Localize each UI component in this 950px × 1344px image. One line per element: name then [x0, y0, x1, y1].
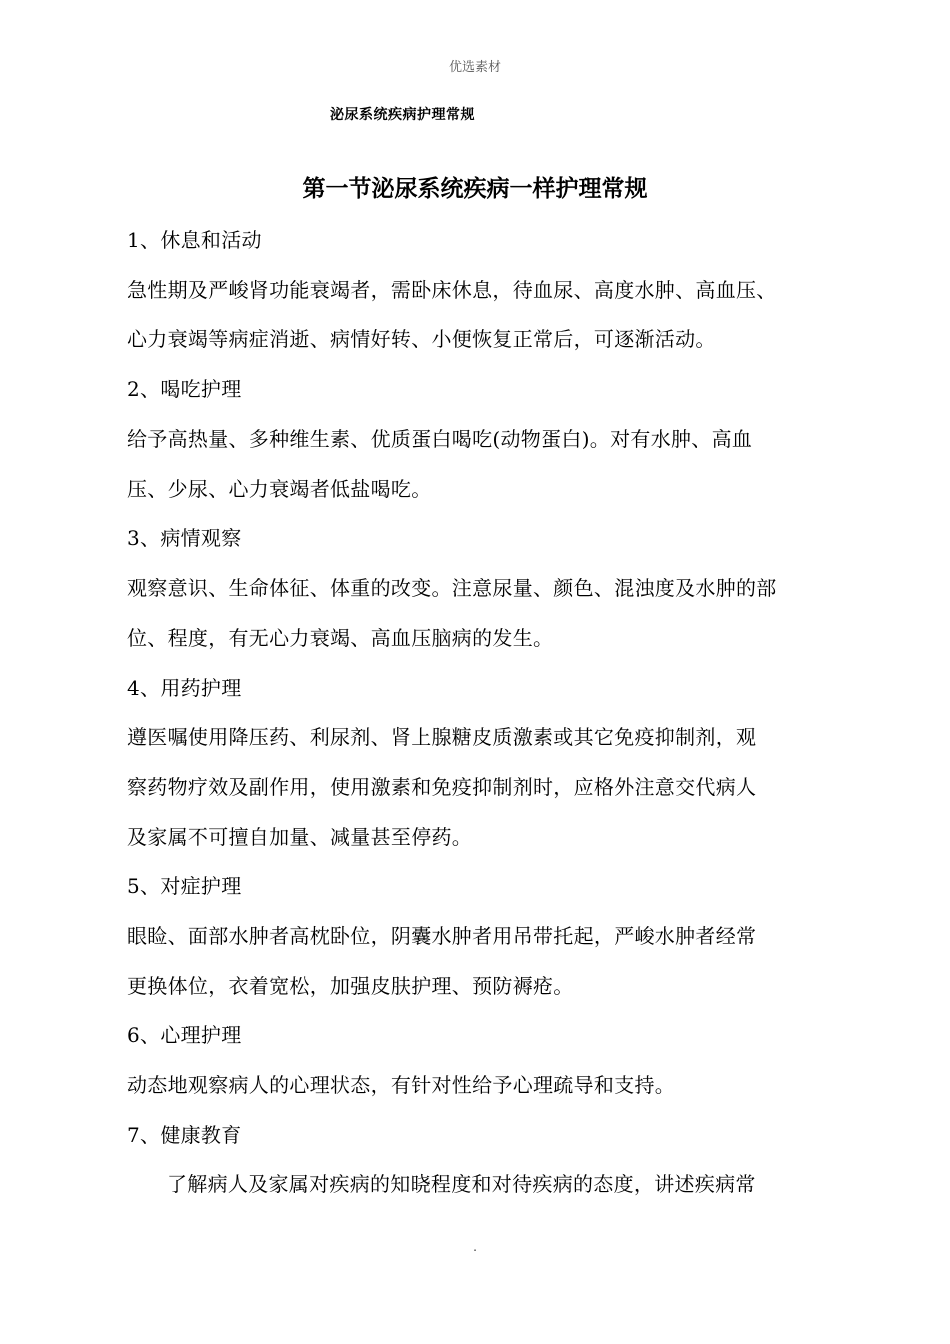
paragraph-line: 及家属不可擅自加量、减量甚至停药。 [127, 825, 473, 849]
heading-health-education: 7、健康教育 [127, 1123, 242, 1147]
document-title: 泌尿系统疾病护理常规 [330, 107, 475, 123]
paragraph-line: 给予高热量、多种维生素、优质蛋白喝吃(动物蛋白)。对有水肿、高血 [127, 427, 753, 451]
heading-observation: 3、病情观察 [127, 526, 242, 550]
paragraph-line: 遵医嘱使用降压药、利尿剂、肾上腺糖皮质激素或其它免疫抑制剂，观 [127, 725, 757, 749]
heading-symptomatic-care: 5、对症护理 [127, 874, 242, 898]
paragraph-line: 动态地观察病人的心理状态，有针对性给予心理疏导和支持。 [127, 1073, 676, 1097]
heading-rest-activity: 1、休息和活动 [127, 228, 262, 252]
paragraph-line: 心力衰竭等病症消逝、病情好转、小便恢复正常后，可逐渐活动。 [127, 327, 716, 351]
paragraph-line: 压、少尿、心力衰竭者低盐喝吃。 [127, 477, 432, 501]
paragraph-line: 急性期及严峻肾功能衰竭者，需卧床休息，待血尿、高度水肿、高血压、 [127, 278, 777, 302]
heading-diet-care: 2、喝吃护理 [127, 377, 242, 401]
heading-psychological-care: 6、心理护理 [127, 1023, 242, 1047]
paragraph-line: 位、程度，有无心力衰竭、高血压脑病的发生。 [127, 626, 554, 650]
paragraph-line: 察药物疗效及副作用，使用激素和免疫抑制剂时，应格外注意交代病人 [127, 775, 757, 799]
header-label: 优选素材 [448, 60, 501, 75]
footer-mark: . [473, 1240, 477, 1254]
paragraph-line: 观察意识、生命体征、体重的改变。注意尿量、颜色、混浊度及水肿的部 [127, 576, 777, 600]
heading-medication-care: 4、用药护理 [127, 676, 242, 700]
paragraph-line: 了解病人及家属对疾病的知晓程度和对待疾病的态度，讲述疾病常 [167, 1172, 756, 1196]
paragraph-line: 眼睑、面部水肿者高枕卧位，阴囊水肿者用吊带托起，严峻水肿者经常 [127, 924, 757, 948]
section-title: 第一节泌尿系统疾病一样护理常规 [302, 176, 648, 202]
paragraph-line: 更换体位，衣着宽松，加强皮肤护理、预防褥疮。 [127, 974, 574, 998]
